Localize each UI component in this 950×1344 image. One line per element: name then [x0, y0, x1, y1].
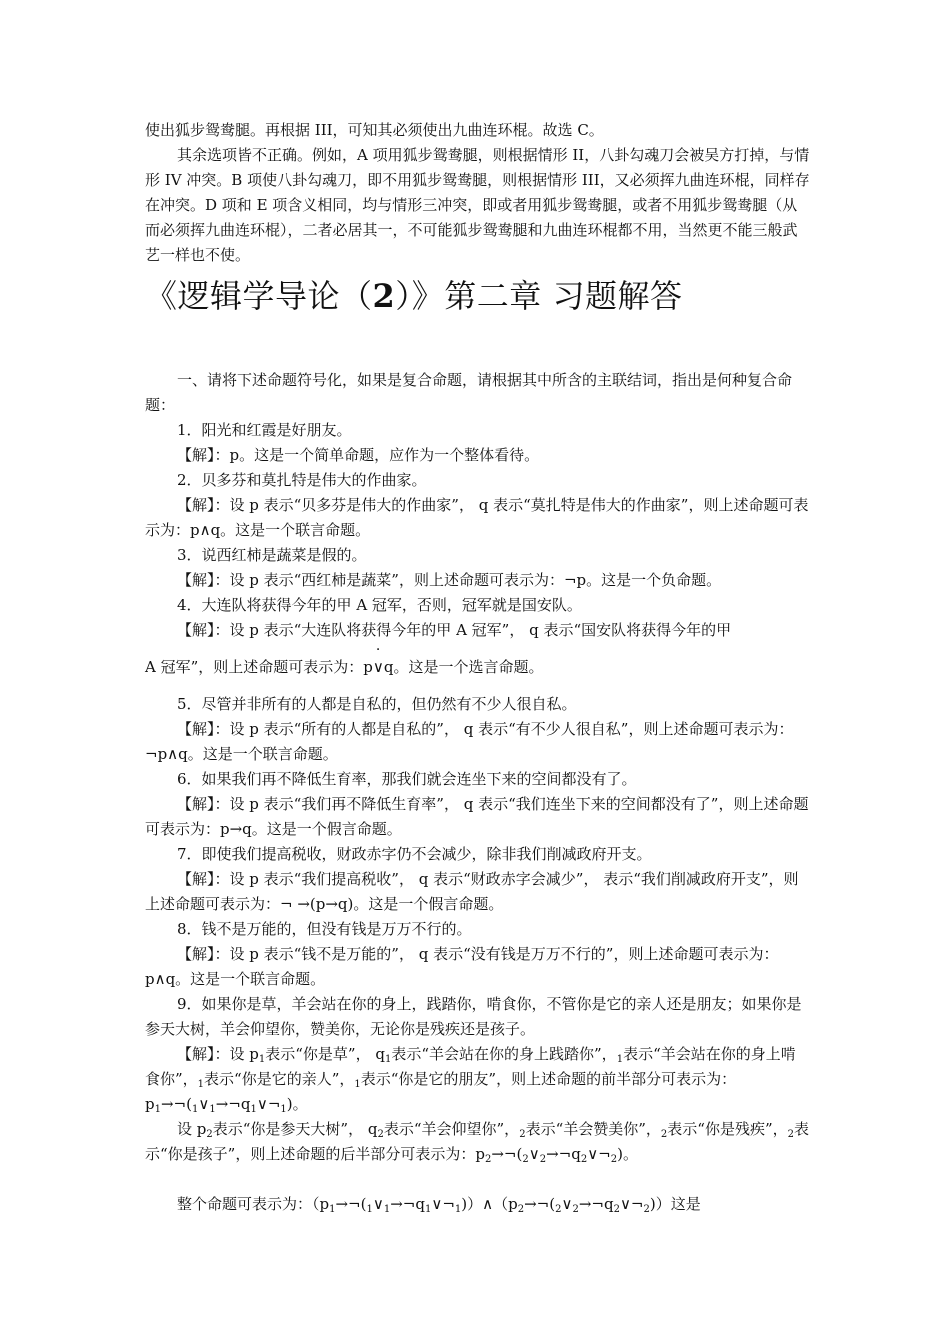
answer-6: 【解】：设 p 表示“我们再不降低生育率”， q 表示“我们连坐下来的空间都没有了”，则上述命题可表示为：p→q。这是一个假言命题。 — [145, 795, 809, 838]
title-number: 2 — [372, 277, 396, 315]
question-5: 5．尽管并非所有的人都是自私的，但仍然有不少人很自私。 — [177, 695, 577, 713]
answer-8: 【解】：设 p 表示“钱不是万能的”， q 表示“没有钱是万万不行的”，则上述命题可表示为：p∧q。这是一个联言命题。 — [145, 945, 779, 988]
question-7: 7．即使我们提高税收，财政赤字仍不会减少，除非我们削减政府开支。 — [177, 845, 652, 863]
exclusive-or-symbol: · ∨ — [372, 642, 384, 676]
title-left: 《逻辑学导论（ — [145, 277, 373, 315]
intro-line-1: 使出狐步鸳鸯腿。再根据 III，可知其必须使出九曲连环棍。故选 C。 — [145, 121, 604, 139]
answer-9-part-3: 整个命题可表示为：$(p_1\to\neg(_1\vee_1\to\neg q_1\vee\neg_1))\wedge(p_2\to\neg(_2\vee_2\to\neg q_2\vee\neg_2))$这是 — [177, 1195, 701, 1215]
title-right: ）》第二章 习题解答 — [395, 277, 683, 315]
answer-2: 【解】：设 p 表示“贝多芬是伟大的作曲家”， q 表示“莫扎特是伟大的作曲家”，则上述命题可表示为：p∧q。这是一个联言命题。 — [145, 496, 809, 539]
question-4: 4．大连队将获得今年的甲 A 冠军，否则，冠军就是国安队。 — [177, 596, 582, 614]
question-3: 3．说西红柿是蔬菜是假的。 — [177, 546, 367, 564]
question-8: 8．钱不是万能的，但没有钱是万万不行的。 — [177, 920, 472, 938]
question-6: 6．如果我们再不降低生育率，那我们就会连坐下来的空间都没有了。 — [177, 770, 637, 788]
answer-9-part-1: 【解】：设 $p_1$表示“你是草”， $q_1$表示“羊会站在你的身上践踏你”，$_1$表示“羊会站在你的身上啃食你”，$_1$表示“你是它的亲人”，$_1$表示“你是它的朋友”，则上述命题的前半部分可表示为：$p_1\to\neg(_1\vee_1\to\neg q_1\vee\neg_1)$。 — [145, 1045, 796, 1115]
answer-3: 【解】：设 p 表示“西红柿是蔬菜”，则上述命题可表示为：¬p。这是一个负命题。 — [177, 571, 722, 589]
answer-9-part-2: 设 $p_2$表示“你是参天大树”， $q_2$表示“羊会仰望你”，$_2$表示“羊会赞美你”，$_2$表示“你是残疾”，$_2$表示“你是孩子”，则上述命题的后半部分可表示为：$p_2\to\neg(_2\vee_2\to\neg q_2\vee\neg_2)$。 — [145, 1120, 810, 1165]
question-1: 1．阳光和红霞是好朋友。 — [177, 421, 352, 439]
question-9: 9．如果你是草，羊会站在你的身上，践踏你，啃食你，不管你是它的亲人还是朋友；如果你是参天大树，羊会仰望你，赞美你，无论你是残疾还是孩子。 — [145, 995, 802, 1038]
answer-4-line-1: 【解】：设 p 表示“大连队将获得今年的甲 A 冠军”， q 表示“国安队将获得今年的甲 — [177, 621, 732, 639]
question-2: 2．贝多芬和莫扎特是伟大的作曲家。 — [177, 471, 427, 489]
answer-5: 【解】：设 p 表示“所有的人都是自私的”， q 表示“有不少人很自私”，则上述命题可表示为：¬p∧q。这是一个联言命题。 — [145, 720, 794, 763]
answer-4-line-2: A 冠军”，则上述命题可表示为：p · ∨q。这是一个选言命题。 — [145, 655, 810, 680]
answer-7: 【解】：设 p 表示“我们提高税收”， q 表示“财政赤字会减少”， 表示“我们削减政府开支”，则上述命题可表示为：¬ →(p→q)。这是一个假言命题。 — [145, 870, 799, 913]
intro-paragraph-2: 其余选项皆不正确。例如，A 项用狐步鸳鸯腿，则根据情形 II，八卦勾魂刀会被吴方打掉，与情形 IV 冲突。B 项使八卦勾魂刀，即不用狐步鸳鸯腿，则根据情形 III，又必须挥九曲连环棍，同样存在冲突。D 项和 E 项含义相同，均与情形三冲突，即或者用狐步鸳鸯腿，或者不用狐步鸳鸯腿（从而必须挥九曲连环棍），二者必居其一，不可能狐步鸳鸯腿和九曲连环棍都不用，当然更不能三般武艺一样也不使。 — [145, 146, 810, 264]
exercise-intro: 一、请将下述命题符号化，如果是复合命题，请根据其中所含的主联结词，指出是何种复合命题： — [145, 371, 793, 414]
chapter-title — [145, 272, 810, 320]
answer-1: 【解】：p。这是一个简单命题，应作为一个整体看待。 — [177, 446, 540, 464]
